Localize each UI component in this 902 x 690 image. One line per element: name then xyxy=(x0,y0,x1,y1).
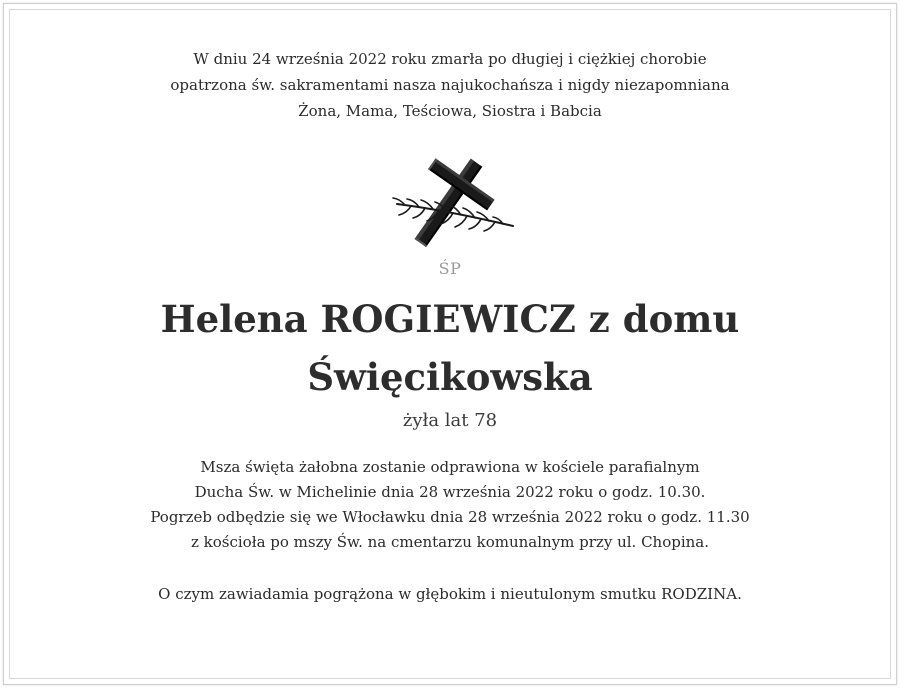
intro-text xyxy=(10,46,890,124)
emblem xyxy=(10,154,890,254)
memorial-prefix: ŚP xyxy=(438,259,462,278)
intro-line-2: opatrzona św. sakramentami nasza najukochańsza i nigdy niezapomniana xyxy=(170,76,730,94)
intro-line-3: Żona, Mama, Teściowa, Siostra i Babcia xyxy=(298,102,602,120)
intro-line-1: W dniu 24 września 2022 roku zmarła po długiej i ciężkiej chorobie xyxy=(193,50,707,68)
funeral-line-3: Pogrzeb odbędzie się we Włocławku dnia 28 września 2022 roku o godz. 11.30 xyxy=(150,508,750,526)
funeral-line-4: z kościoła po mszy Św. na cmentarzu komunalnym przy ul. Chopina. xyxy=(190,533,710,551)
cross-with-palm-branch-icon xyxy=(375,154,525,254)
funeral-line-1: Msza święta żałobna zostanie odprawiona w kościele parafialnym xyxy=(200,458,700,476)
age-text: żyła lat 78 xyxy=(402,410,498,431)
funeral-line-2: Ducha Św. w Michelinie dnia 28 września 2022 roku o godz. 10.30. xyxy=(194,483,706,501)
deceased-name-line-2: Święcikowska xyxy=(307,355,593,399)
obituary-notice xyxy=(10,10,890,607)
closing-text: O czym zawiadamia pogrążona w głębokim i nieutulonym smutku RODZINA. xyxy=(158,585,742,603)
deceased-name xyxy=(10,290,890,406)
funeral-details xyxy=(10,455,890,555)
deceased-name-line-1: Helena ROGIEWICZ z domu xyxy=(160,297,740,341)
